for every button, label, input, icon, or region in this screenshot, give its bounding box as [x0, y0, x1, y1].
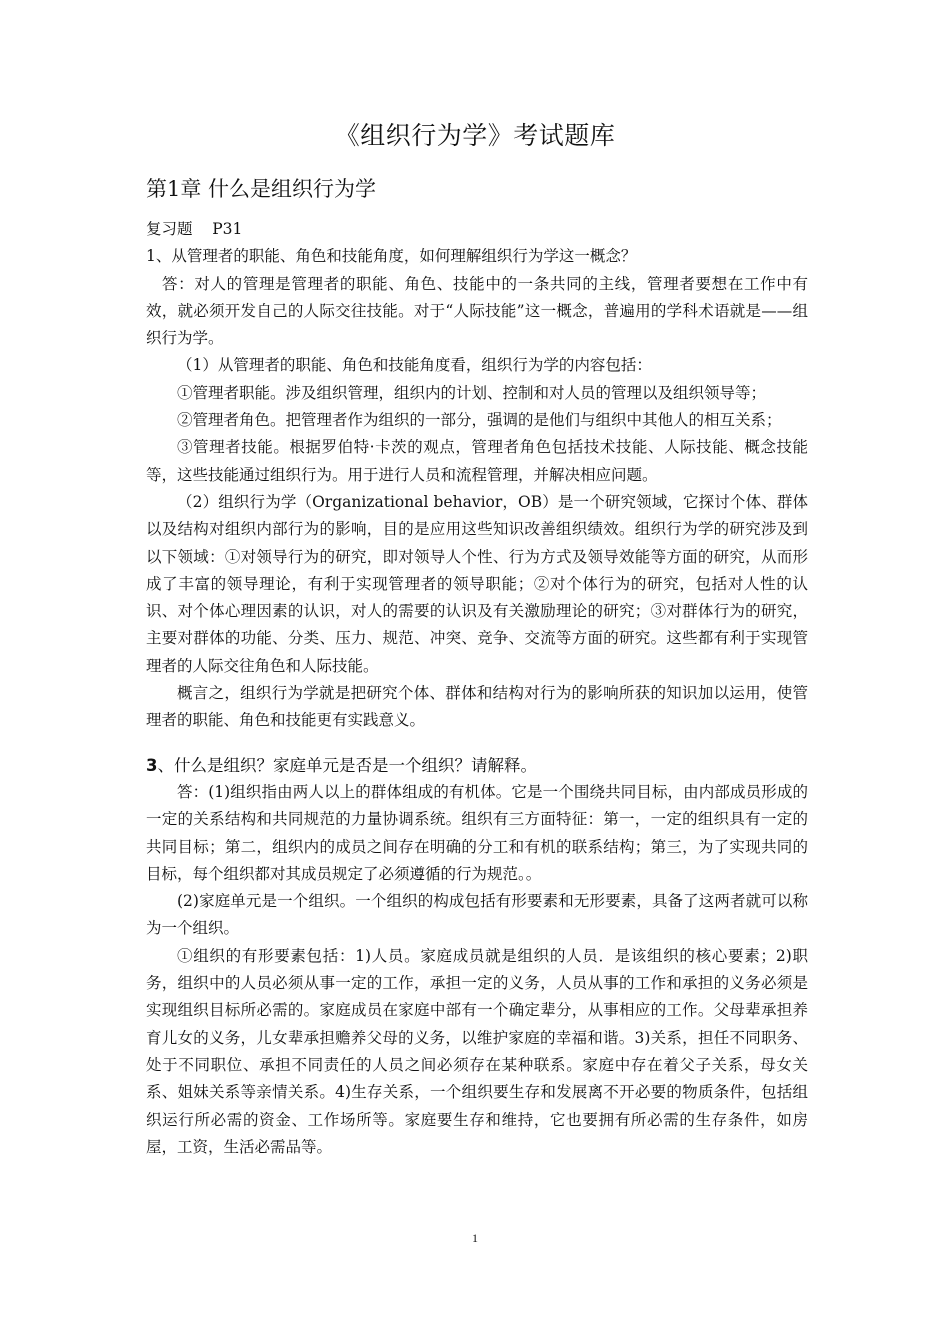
answer-1-intro: 答：对人的管理是管理者的职能、角色、技能中的一条共同的主线，管理者要想在工作中有效，就必须开发自己的人际交往技能。对于“人际技能”这一概念，普遍用的学科术语就是——组织行为学。	[146, 274, 808, 348]
answer-3-part-2: (2)家庭单元是一个组织。一个组织的构成包括有形要素和无形要素，具备了这两者就可以称为一个组织。	[146, 892, 808, 938]
page-number: 1	[472, 1231, 478, 1245]
answer-3-part-3: ①组织的有形要素包括：1)人员。家庭成员就是组织的人员．是该组织的核心要素；2)职务，组织中的人员必须从事一定的工作，承担一定的义务，人员从事的工作和承担的义务必须是实现组织目标所必需的。家庭成员在家庭中部有一个确定辈分，从事相应的工作。父母辈承担养育儿女的义务，儿女辈承担赡养父母的义务，以维护家庭的幸福和谐。3)关系，担任不同职务、处于不同职位、承担不同责任的人员之间必须存在某种联系。家庭中存在着父子关系，母女关系、姐妹关系等亲情关系。4)生存关系，一个组织要生存和发展离不开必要的物质条件，包括组织运行所必需的资金、工作场所等。家庭要生存和维持，它也要拥有所必需的生存条件，如房屋，工资，生活必需品等。	[146, 946, 808, 1156]
answer-1-part-2: （2）组织行为学（Organizational behavior，OB）是一个研究领域，它探讨个体、群体以及结构对组织内部行为的影响，目的是应用这些知识改善组织绩效。组织行为学的研究涉及到以下领域：①对领导行为的研究，即对领导人个性、行为方式及领导效能等方面的研究，从而形成了丰富的领导理论，有利于实现管理者的领导职能；②对个体行为的研究，包括对人性的认识、对个体心理因素的认识，对人的需要的认识及有关激励理论的研究；③对群体行为的研究，主要对群体的功能、分类、压力、规范、冲突、竞争、交流等方面的研究。这些都有利于实现管理者的人际交往角色和人际技能。	[146, 492, 808, 675]
question-1: 1、从管理者的职能、角色和技能角度，如何理解组织行为学这一概念？	[146, 247, 637, 266]
document-body	[146, 216, 808, 1161]
document-title: 《组织行为学》考试题库	[334, 121, 616, 150]
answer-1-summary: 概言之，组织行为学就是把研究个体、群体和结构对行为的影响所获的知识加以运用，使管理者的职能、角色和技能更有实践意义。	[146, 684, 808, 730]
answer-1-item-b: ②管理者角色。把管理者作为组织的一部分，强调的是他们与组织中其他人的相互关系；	[177, 411, 782, 430]
chapter-heading: 第1章 什么是组织行为学	[146, 177, 377, 201]
question-3-text: 、什么是组织？家庭单元是否是一个组织？请解释。	[157, 755, 537, 775]
answer-3-part-1: 答：(1)组织指由两人以上的群体组成的有机体。它是一个围绕共同目标，由内部成员形成的一定的关系结构和共同规范的力量协调系统。组织有三方面特征：第一，一定的组织具有一定的共同目标；第二，组织内的成员之间存在明确的分工和有机的联系结构；第三，为了实现共同的目标，每个组织都对其成员规定了必须遵循的行为规范。。	[146, 782, 808, 883]
question-3	[146, 752, 808, 779]
answer-1-part-1: （1）从管理者的职能、角色和技能角度看，组织行为学的内容包括：	[177, 356, 652, 375]
review-label: 复习题 P31	[146, 220, 243, 238]
answer-1-item-a: ①管理者职能。涉及组织管理，组织内的计划、控制和对人员的管理以及组织领导等；	[177, 383, 767, 402]
question-3-number: 3	[146, 755, 158, 775]
answer-1-item-c: ③管理者技能。根据罗伯特·卡茨的观点，管理者角色包括技术技能、人际技能、概念技能等，这些技能通过组织行为。用于进行人员和流程管理，并解决相应问题。	[146, 438, 808, 484]
